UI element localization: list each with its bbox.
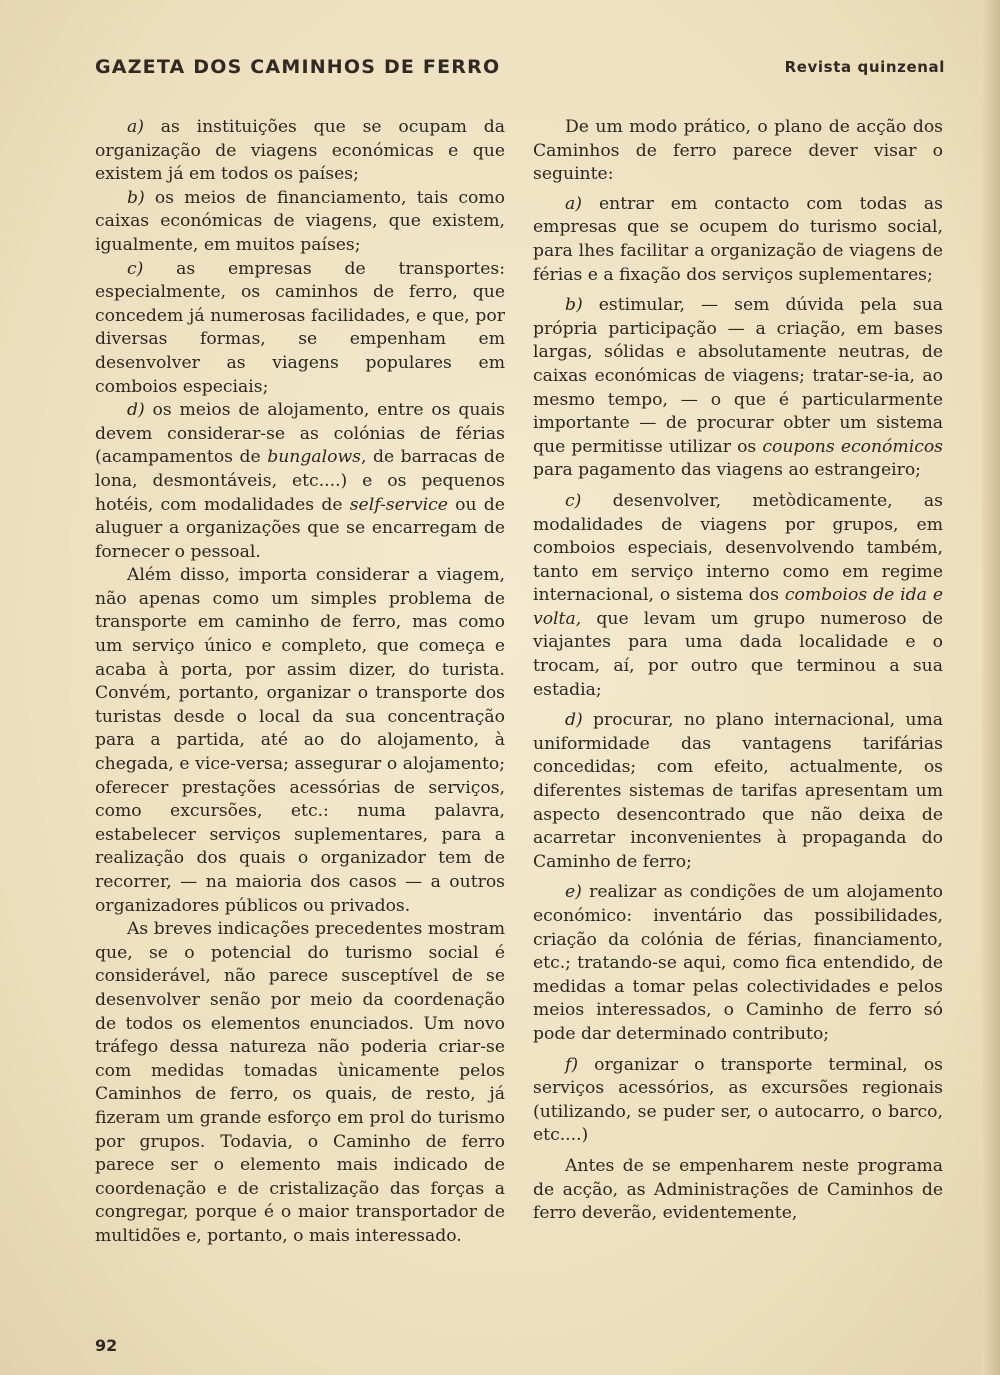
paragraph: a) entrar em contacto com todas as empresas que se ocupem do turismo social, para lhes facilitar a organização de viagens de férias e a fixação dos serviços suplementares; (533, 193, 943, 285)
journal-subtitle: Revista quinzenal (784, 58, 945, 76)
paragraph: De um modo prático, o plano de acção dos Caminhos de ferro parece dever visar o seguinte: (533, 117, 943, 185)
paragraph: e) realizar as condições de um alojamento económico: inventário das possibilidades, criação da colónia de férias, financiamento, etc.; tratando-se aqui, como fica entendido, de medidas a tomar pelas colectividades e pelos meios interessados, o Caminho de ferro só pode dar determinado contributo; (533, 882, 943, 1044)
italic-text: bungalows (267, 447, 361, 468)
italic-text: comboios de ida e volta, (533, 585, 943, 629)
paragraph: f) organizar o transporte terminal, os serviços acessórios, as excursões regionais (utilizando, se puder ser, o autocarro, o barco, etc....) (533, 1054, 943, 1146)
italic-text: f) (565, 1054, 579, 1075)
journal-title: GAZETA DOS CAMINHOS DE FERRO (95, 56, 501, 78)
paragraph: As breves indicações precedentes mostram que, se o potencial do turismo social é considerável, não parece susceptível de se desenvolver senão por meio da coordenação de todos os elementos enunciados. Um novo tráfego dessa natureza não poderia criar-se com medidas tomadas ùnicamente pelos Caminhos de ferro, os quais, de resto, já fizeram um grande esforço em prol do turismo por grupos. Todavia, o Caminho de ferro parece ser o elemento mais indicado de coordenação e de cristalização das forças a congregar, porque é o maior transportador de multidões e, portanto, o mais interessado. (95, 919, 505, 1246)
page-edge-shadow (982, 0, 1000, 1375)
italic-text: a) (127, 117, 144, 137)
paragraph: a) as instituições que se ocupam da organização de viagens económicas e que existem já em todos os países; (95, 117, 505, 185)
left-text-column (95, 116, 505, 1249)
italic-text: a) (565, 193, 582, 214)
paragraph: Antes de se empenharem neste programa de acção, as Administrações de Caminhos de ferro deverão, evidentemente, (533, 1155, 943, 1224)
paragraph: Além disso, importa considerar a viagem, não apenas como um simples problema de transporte em caminho de ferro, mas como um serviço único e completo, que começa e acaba à porta, por assim dizer, do turista. Convém, portanto, organizar o transporte dos turistas desde o local da sua concentração para a partida, até ao do alojamento, à chegada, e vice-versa; assegurar o alojamento; oferecer prestações acessórias de serviços, como excursões, etc.: numa palavra, estabelecer serviços suplementares, para a realização dos quais o organizador tem de recorrer, — na maioria dos casos — a outros organizadores públicos ou privados. (95, 565, 505, 916)
italic-text: coupons económicos (762, 436, 943, 457)
paragraph: d) procurar, no plano internacional, uma uniformidade das vantagens tarifárias concedidas; com efeito, actualmente, os diferentes sistemas de tarifas apresentam um aspecto desencontrado que não deixa de acarretar inconvenientes à propaganda do Caminho de ferro; (533, 710, 943, 872)
paragraph: d) os meios de alojamento, entre os quais devem considerar-se as colónias de férias (acampamentos de bungalows, de barracas de lona, desmontáveis, etc....) e os pequenos hotéis, com modalidades de self-service ou de aluguer a organizações que se encarregam de fornecer o pessoal. (95, 400, 506, 562)
italic-text: d) (565, 710, 583, 731)
paragraph: c) as empresas de transportes: especialmente, os caminhos de ferro, que concedem já numerosas facilidades, e que, por diversas formas, se empenham em desenvolver as viagens populares em comboios especiais; (95, 258, 505, 397)
page-header (95, 56, 945, 86)
italic-text: c) (127, 258, 144, 279)
italic-text: c) (565, 490, 582, 511)
italic-text: e) (565, 882, 582, 903)
italic-text: b) (127, 187, 145, 208)
italic-text: b) (565, 295, 583, 316)
paragraph: c) desenvolver, metòdicamente, as modalidades de viagens por grupos, em comboios especiais, desenvolvendo também, tanto em serviço interno como em regime internacional, o sistema dos comboios de ida e volta, que levam um grupo numeroso de viajantes para uma dada localidade e o trocam, aí, por outro que terminou a sua estadia; (533, 490, 943, 700)
right-text-column (533, 116, 943, 1233)
page-number: 92 (95, 1336, 118, 1355)
paragraph: b) estimular, — sem dúvida pela sua própria participação — a criação, em bases largas, sólidas e absolutamente neutras, de caixas económicas de viagens; tratar-se-ia, ao mesmo tempo, — o que é particularmente importante — de procurar obter um sistema que permitisse utilizar os coupons económicos para pagamento das viagens ao estrangeiro; (533, 295, 943, 481)
paragraph: b) os meios de financiamento, tais como caixas económicas de viagens, que existem, igualmente, em muitos países; (95, 187, 505, 255)
italic-text: d) (127, 400, 145, 421)
italic-text: self-service (349, 494, 448, 515)
